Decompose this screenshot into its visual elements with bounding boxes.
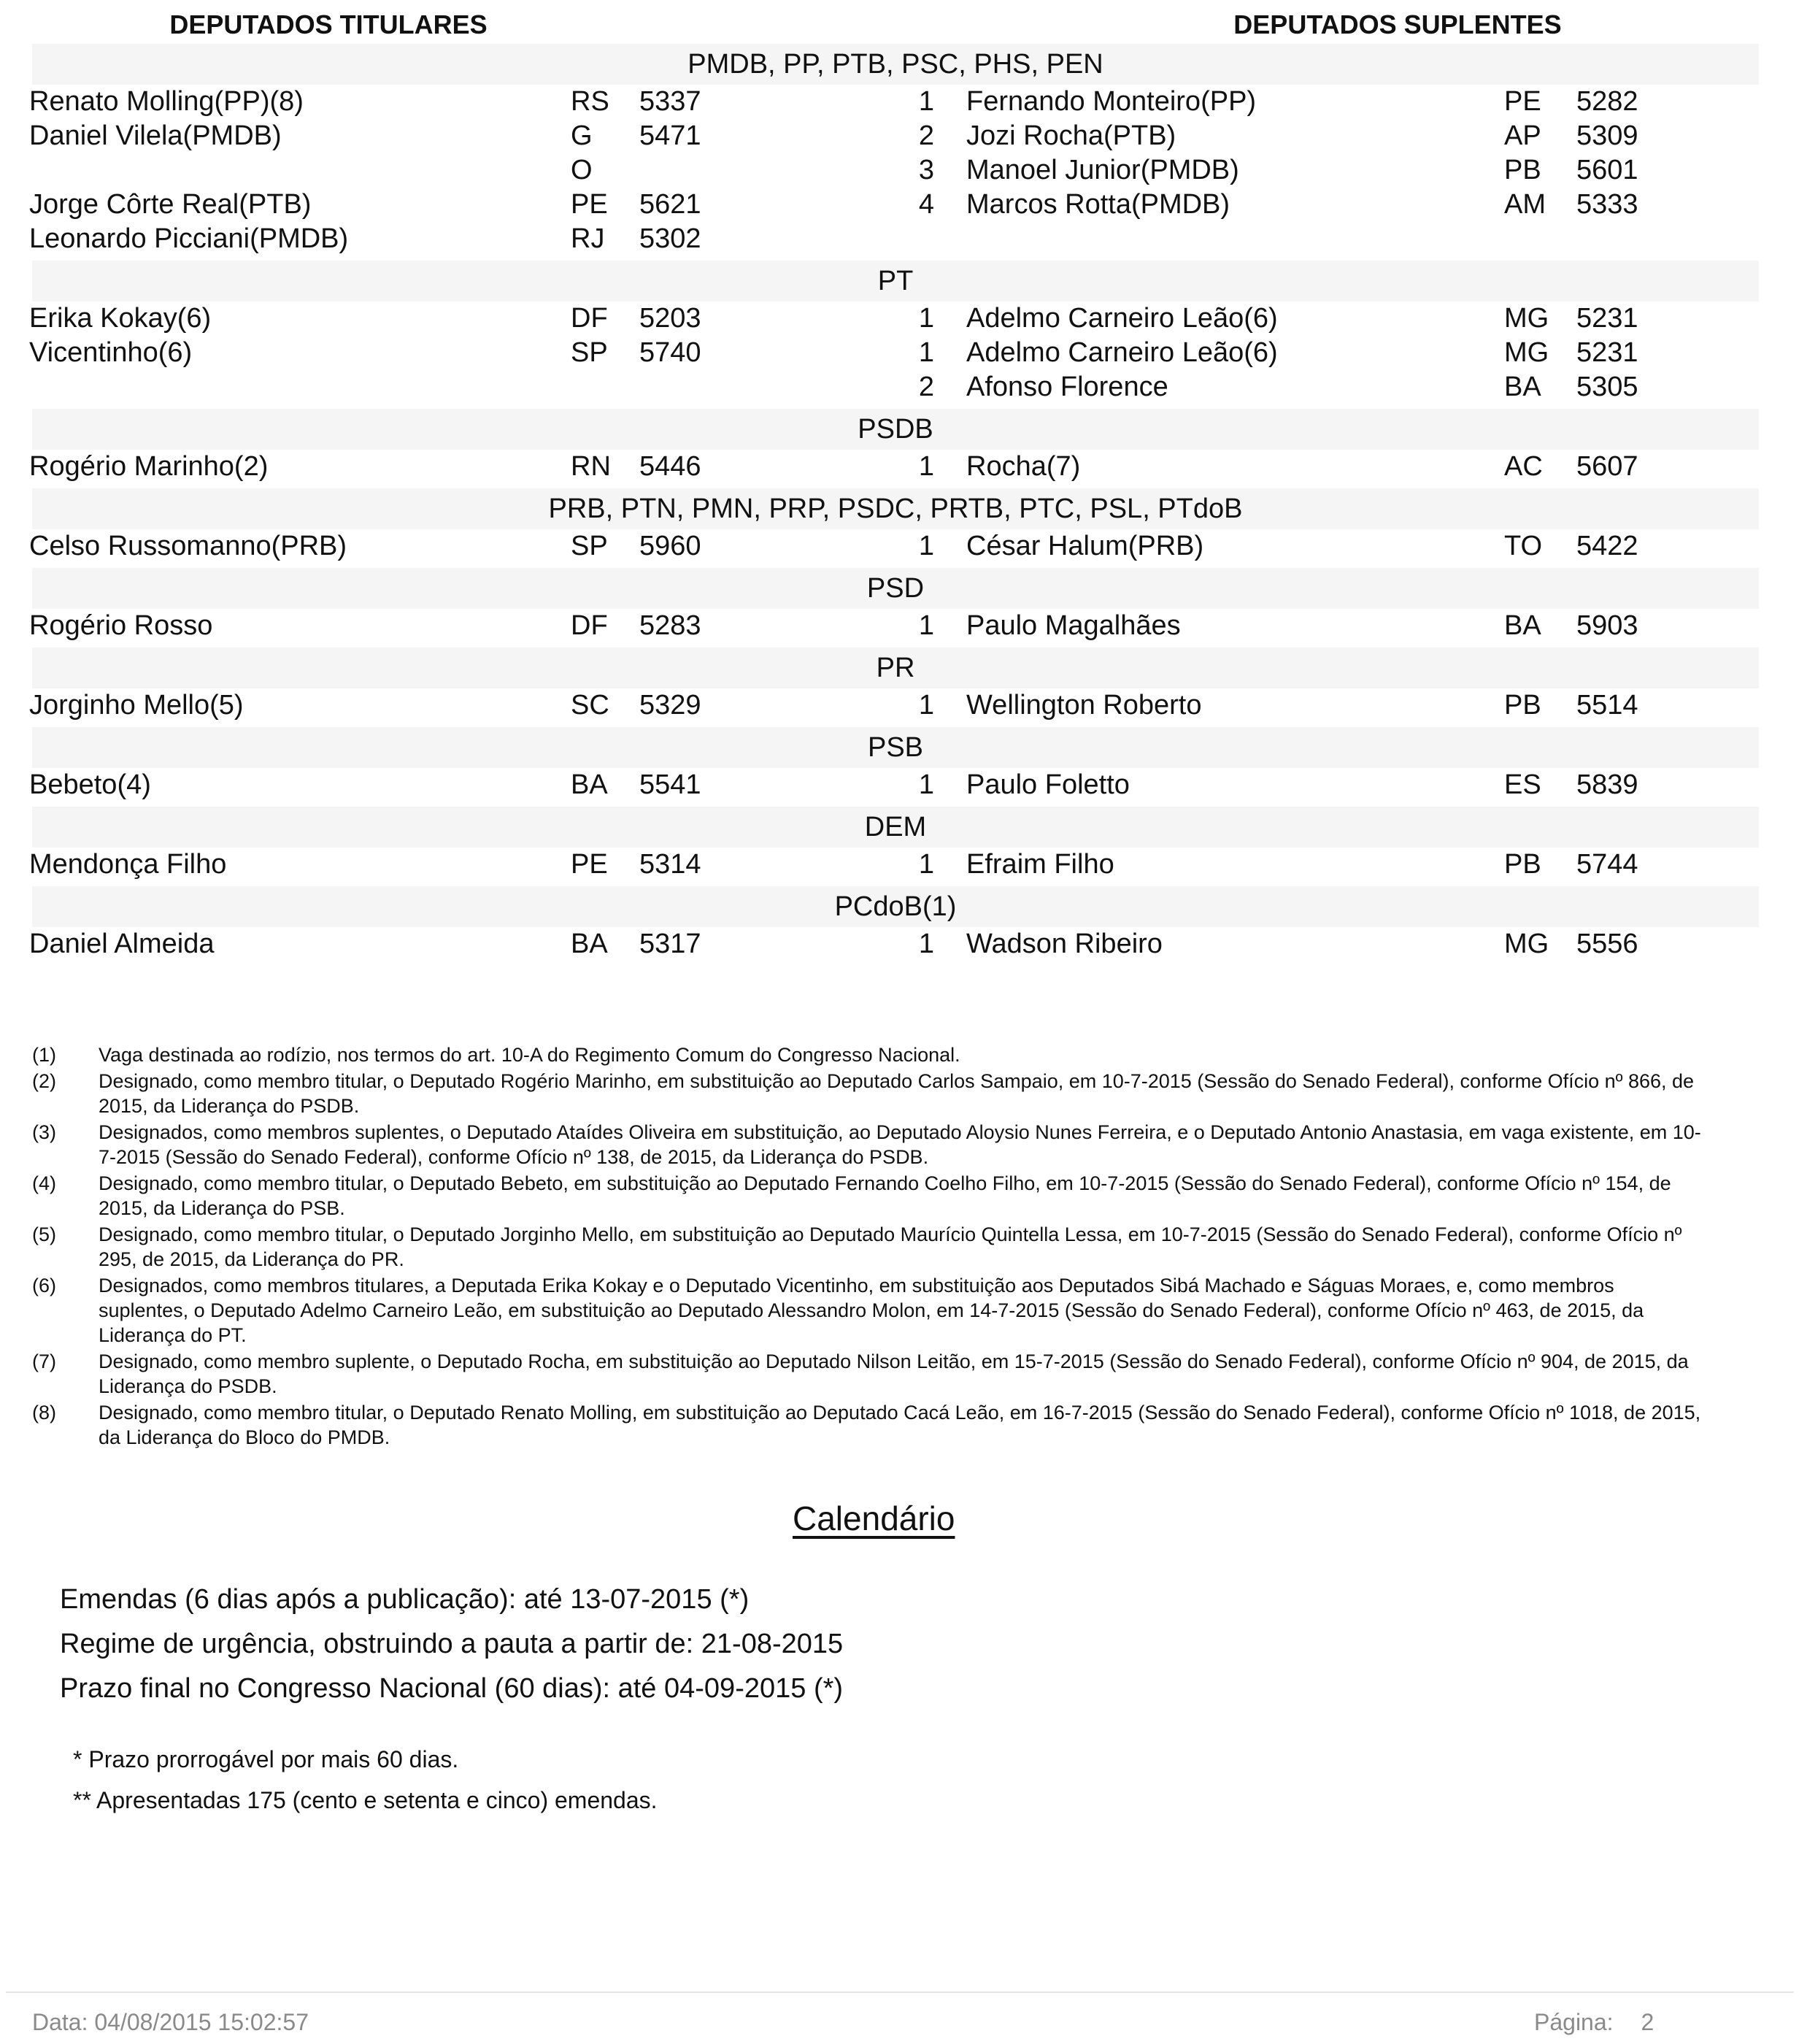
suplente-uf: ES	[1504, 769, 1541, 800]
footnote-item	[0, 1273, 1799, 1348]
suplente-name: Afonso Florence	[966, 372, 1168, 402]
footnote-item	[0, 1222, 1799, 1272]
titular-name: Leonardo Picciani(PMDB)	[29, 223, 349, 254]
titular-uf: DF	[571, 610, 608, 641]
titular-uf: O	[571, 155, 593, 185]
table-row	[0, 370, 1799, 404]
suplente-number: 1	[918, 86, 934, 117]
header-suplentes: DEPUTADOS SUPLENTES	[1233, 9, 1562, 39]
footer-divider	[6, 1991, 1794, 1993]
party-group-header: PMDB, PP, PTB, PSC, PHS, PEN	[32, 44, 1759, 85]
footnote-item	[0, 1120, 1799, 1169]
titular-name: Rogério Marinho(2)	[29, 451, 269, 482]
titular-phone: 5446	[639, 451, 701, 482]
party-group-header: PSDB	[32, 409, 1759, 450]
titular-name: Rogério Rosso	[29, 610, 213, 641]
table-row	[0, 188, 1799, 222]
titular-phone: 5337	[639, 86, 701, 117]
titular-uf: SP	[571, 531, 608, 561]
table-row	[0, 85, 1799, 119]
footnote-text: Designados, como membros suplentes, o Deputado Ataídes Oliveira em substituição, ao Deputado Aloysio Nunes Ferreira, e o Deputado Antonio Anastasia, em vaga existente, em 10-7-2015 (Sessão do Senado Federal), conforme Ofício nº 138, de 2015, da Liderança do PSDB.	[99, 1121, 1701, 1168]
table-row	[0, 336, 1799, 370]
suplente-name: Fernando Monteiro(PP)	[966, 86, 1257, 117]
column-headers	[0, 6, 1799, 44]
footnote-text: Designado, como membro suplente, o Deputado Rocha, em substituição ao Deputado Nilson Leitão, em 15-7-2015 (Sessão do Senado Federal), conforme Ofício nº 904, de 2015, da Liderança do PSDB.	[99, 1350, 1689, 1397]
table-row	[0, 153, 1799, 188]
calendar-line-emendas: Emendas (6 dias após a publicação): até 13-07-2015 (*)	[60, 1584, 750, 1615]
titular-uf: RS	[571, 86, 609, 117]
suplente-number: 2	[918, 120, 934, 151]
titular-name: Daniel Almeida	[29, 929, 215, 959]
footnote-number: (5)	[32, 1223, 56, 1245]
footnote-number: (4)	[32, 1172, 56, 1194]
suplente-name: Jozi Rocha(PTB)	[966, 120, 1176, 151]
footnote-item	[0, 1349, 1799, 1399]
suplente-uf: BA	[1504, 610, 1541, 641]
table-row	[0, 119, 1799, 153]
suplente-phone: 5556	[1576, 929, 1638, 959]
suplente-phone: 5422	[1576, 531, 1638, 561]
footnote-number: (7)	[32, 1350, 56, 1372]
suplente-phone: 5282	[1576, 86, 1638, 117]
titular-name: Mendonça Filho	[29, 849, 227, 880]
footer-date-value: 04/08/2015 15:02:57	[94, 2009, 309, 2035]
footnote-number: (3)	[32, 1121, 56, 1143]
calendar-title: Calendário	[793, 1499, 955, 1537]
suplente-number: 3	[918, 155, 934, 185]
titular-name: Jorginho Mello(5)	[29, 690, 244, 721]
titular-uf: G	[571, 120, 593, 151]
footer-date	[32, 2006, 309, 2038]
footnote-item	[0, 1069, 1799, 1118]
suplente-number: 1	[918, 531, 934, 561]
suplente-number: 1	[918, 769, 934, 800]
titular-name: Jorge Côrte Real(PTB)	[29, 189, 312, 220]
suplente-number: 1	[918, 303, 934, 334]
titular-name: Bebeto(4)	[29, 769, 151, 800]
suplente-number: 2	[918, 372, 934, 402]
suplente-phone: 5601	[1576, 155, 1638, 185]
suplente-uf: AC	[1504, 451, 1543, 482]
suplente-uf: AP	[1504, 120, 1541, 151]
table-row	[0, 688, 1799, 723]
footnote-text: Designado, como membro titular, o Deputado Jorginho Mello, em substituição ao Deputado Maurício Quintella Lessa, em 10-7-2015 (Sessão do Senado Federal), conforme Ofício nº 295, de 2015, da Liderança do PR.	[99, 1223, 1682, 1270]
suplente-uf: MG	[1504, 303, 1549, 334]
footnote-text: Designados, como membros titulares, a Deputada Erika Kokay e o Deputado Vicentinho, em substituição aos Deputados Sibá Machado e Ságuas Moraes, e, como membros suplentes, o Deputado Adelmo Carneiro Leão, em substituição ao Deputado Alessandro Molon, em 14-7-2015 (Sessão do Senado Federal), conforme Ofício nº 463, de 2015, da Liderança do PT.	[99, 1275, 1644, 1346]
titular-uf: PE	[571, 849, 608, 880]
suplente-uf: BA	[1504, 372, 1541, 402]
titular-uf: RN	[571, 451, 611, 482]
party-group-header: PT	[32, 261, 1759, 301]
titular-name: Vicentinho(6)	[29, 337, 193, 368]
table-row	[0, 768, 1799, 802]
titular-uf: SP	[571, 337, 608, 368]
suplente-number: 4	[918, 189, 934, 220]
footnote-item	[0, 1400, 1799, 1450]
suplente-name: Wellington Roberto	[966, 690, 1202, 721]
footnotes-list	[0, 1042, 1799, 1451]
titular-phone: 5314	[639, 849, 701, 880]
suplente-phone: 5231	[1576, 303, 1638, 334]
suplente-phone: 5514	[1576, 690, 1638, 721]
suplente-name: Efraim Filho	[966, 849, 1114, 880]
footnote-item	[0, 1042, 1799, 1067]
suplente-uf: MG	[1504, 929, 1549, 959]
titular-phone: 5329	[639, 690, 701, 721]
calendar-footnote-1: * Prazo prorrogável por mais 60 dias.	[73, 1746, 459, 1772]
footnote-item	[0, 1171, 1799, 1221]
suplente-uf: TO	[1504, 531, 1543, 561]
titular-phone: 5317	[639, 929, 701, 959]
suplente-phone: 5231	[1576, 337, 1638, 368]
party-group-header: PSD	[32, 568, 1759, 609]
titular-uf: PE	[571, 189, 608, 220]
suplente-phone: 5333	[1576, 189, 1638, 220]
table-row	[0, 529, 1799, 564]
footnote-number: (8)	[32, 1402, 56, 1424]
suplente-phone: 5839	[1576, 769, 1638, 800]
titular-name: Celso Russomanno(PRB)	[29, 531, 347, 561]
titular-phone: 5283	[639, 610, 701, 641]
header-titulares: DEPUTADOS TITULARES	[169, 9, 488, 39]
titular-phone: 5203	[639, 303, 701, 334]
party-group-header: PRB, PTN, PMN, PRP, PSDC, PRTB, PTC, PSL, PTdoB	[32, 488, 1759, 529]
suplente-number: 1	[918, 690, 934, 721]
suplente-number: 1	[918, 610, 934, 641]
titular-uf: RJ	[571, 223, 605, 254]
suplente-name: Adelmo Carneiro Leão(6)	[966, 337, 1278, 368]
suplente-name: Paulo Magalhães	[966, 610, 1181, 641]
titular-phone: 5471	[639, 120, 701, 151]
table-row	[0, 301, 1799, 336]
members-table	[0, 44, 1799, 966]
suplente-phone: 5744	[1576, 849, 1638, 880]
party-group-header: PR	[32, 648, 1759, 688]
suplente-name: Paulo Foletto	[966, 769, 1130, 800]
footer-page-number: 2	[1641, 2009, 1654, 2035]
footnote-number: (2)	[32, 1070, 56, 1092]
suplente-number: 1	[918, 337, 934, 368]
suplente-name: Wadson Ribeiro	[966, 929, 1163, 959]
suplente-uf: PB	[1504, 155, 1541, 185]
table-row	[0, 450, 1799, 484]
suplente-uf: PB	[1504, 690, 1541, 721]
suplente-name: Marcos Rotta(PMDB)	[966, 189, 1230, 220]
suplente-phone: 5305	[1576, 372, 1638, 402]
titular-name: Erika Kokay(6)	[29, 303, 212, 334]
footnote-text: Designado, como membro titular, o Deputado Renato Molling, em substituição ao Deputado Cacá Leão, em 16-7-2015 (Sessão do Senado Federal), conforme Ofício nº 1018, de 2015, da Liderança do Bloco do PMDB.	[99, 1402, 1701, 1448]
suplente-uf: MG	[1504, 337, 1549, 368]
suplente-number: 1	[918, 849, 934, 880]
footer-date-label: Data:	[32, 2009, 88, 2035]
table-row	[0, 927, 1799, 961]
footnote-text: Designado, como membro titular, o Deputado Rogério Marinho, em substituição ao Deputado Carlos Sampaio, em 10-7-2015 (Sessão do Senado Federal), conforme Ofício nº 866, de 2015, da Liderança do PSDB.	[99, 1070, 1695, 1117]
titular-phone: 5541	[639, 769, 701, 800]
suplente-name: Rocha(7)	[966, 451, 1081, 482]
footnote-number: (1)	[32, 1044, 56, 1066]
suplente-number: 1	[918, 451, 934, 482]
footer-page	[1534, 2006, 1654, 2038]
suplente-number: 1	[918, 929, 934, 959]
titular-name: Renato Molling(PP)(8)	[29, 86, 304, 117]
titular-phone: 5960	[639, 531, 701, 561]
calendar-line-prazo: Prazo final no Congresso Nacional (60 dias): até 04-09-2015 (*)	[60, 1673, 844, 1704]
party-group-header: PSB	[32, 727, 1759, 768]
suplente-name: Adelmo Carneiro Leão(6)	[966, 303, 1278, 334]
footnote-text: Vaga destinada ao rodízio, nos termos do art. 10-A do Regimento Comum do Congresso Nacional.	[99, 1044, 960, 1066]
suplente-uf: PE	[1504, 86, 1541, 117]
titular-phone: 5740	[639, 337, 701, 368]
titular-uf: SC	[571, 690, 609, 721]
suplente-uf: AM	[1504, 189, 1546, 220]
footnote-number: (6)	[32, 1275, 56, 1296]
table-row	[0, 848, 1799, 882]
titular-uf: BA	[571, 929, 608, 959]
table-row	[0, 222, 1799, 256]
suplente-name: Manoel Junior(PMDB)	[966, 155, 1239, 185]
footnote-text: Designado, como membro titular, o Deputado Bebeto, em substituição ao Deputado Fernando Coelho Filho, em 10-7-2015 (Sessão do Senado Federal), conforme Ofício nº 154, de 2015, da Liderança do PSB.	[99, 1172, 1671, 1219]
titular-phone: 5302	[639, 223, 701, 254]
footer-page-label: Página:	[1534, 2009, 1614, 2035]
suplente-phone: 5309	[1576, 120, 1638, 151]
titular-name: Daniel Vilela(PMDB)	[29, 120, 282, 151]
suplente-phone: 5607	[1576, 451, 1638, 482]
titular-uf: BA	[571, 769, 608, 800]
calendar-footnote-2: ** Apresentadas 175 (cento e setenta e cinco) emendas.	[73, 1787, 658, 1813]
suplente-uf: PB	[1504, 849, 1541, 880]
party-group-header: DEM	[32, 807, 1759, 848]
titular-phone: 5621	[639, 189, 701, 220]
suplente-phone: 5903	[1576, 610, 1638, 641]
suplente-name: César Halum(PRB)	[966, 531, 1204, 561]
table-row	[0, 609, 1799, 643]
titular-uf: DF	[571, 303, 608, 334]
calendar-line-urgencia: Regime de urgência, obstruindo a pauta a partir de: 21-08-2015	[60, 1629, 844, 1659]
party-group-header: PCdoB(1)	[32, 886, 1759, 927]
